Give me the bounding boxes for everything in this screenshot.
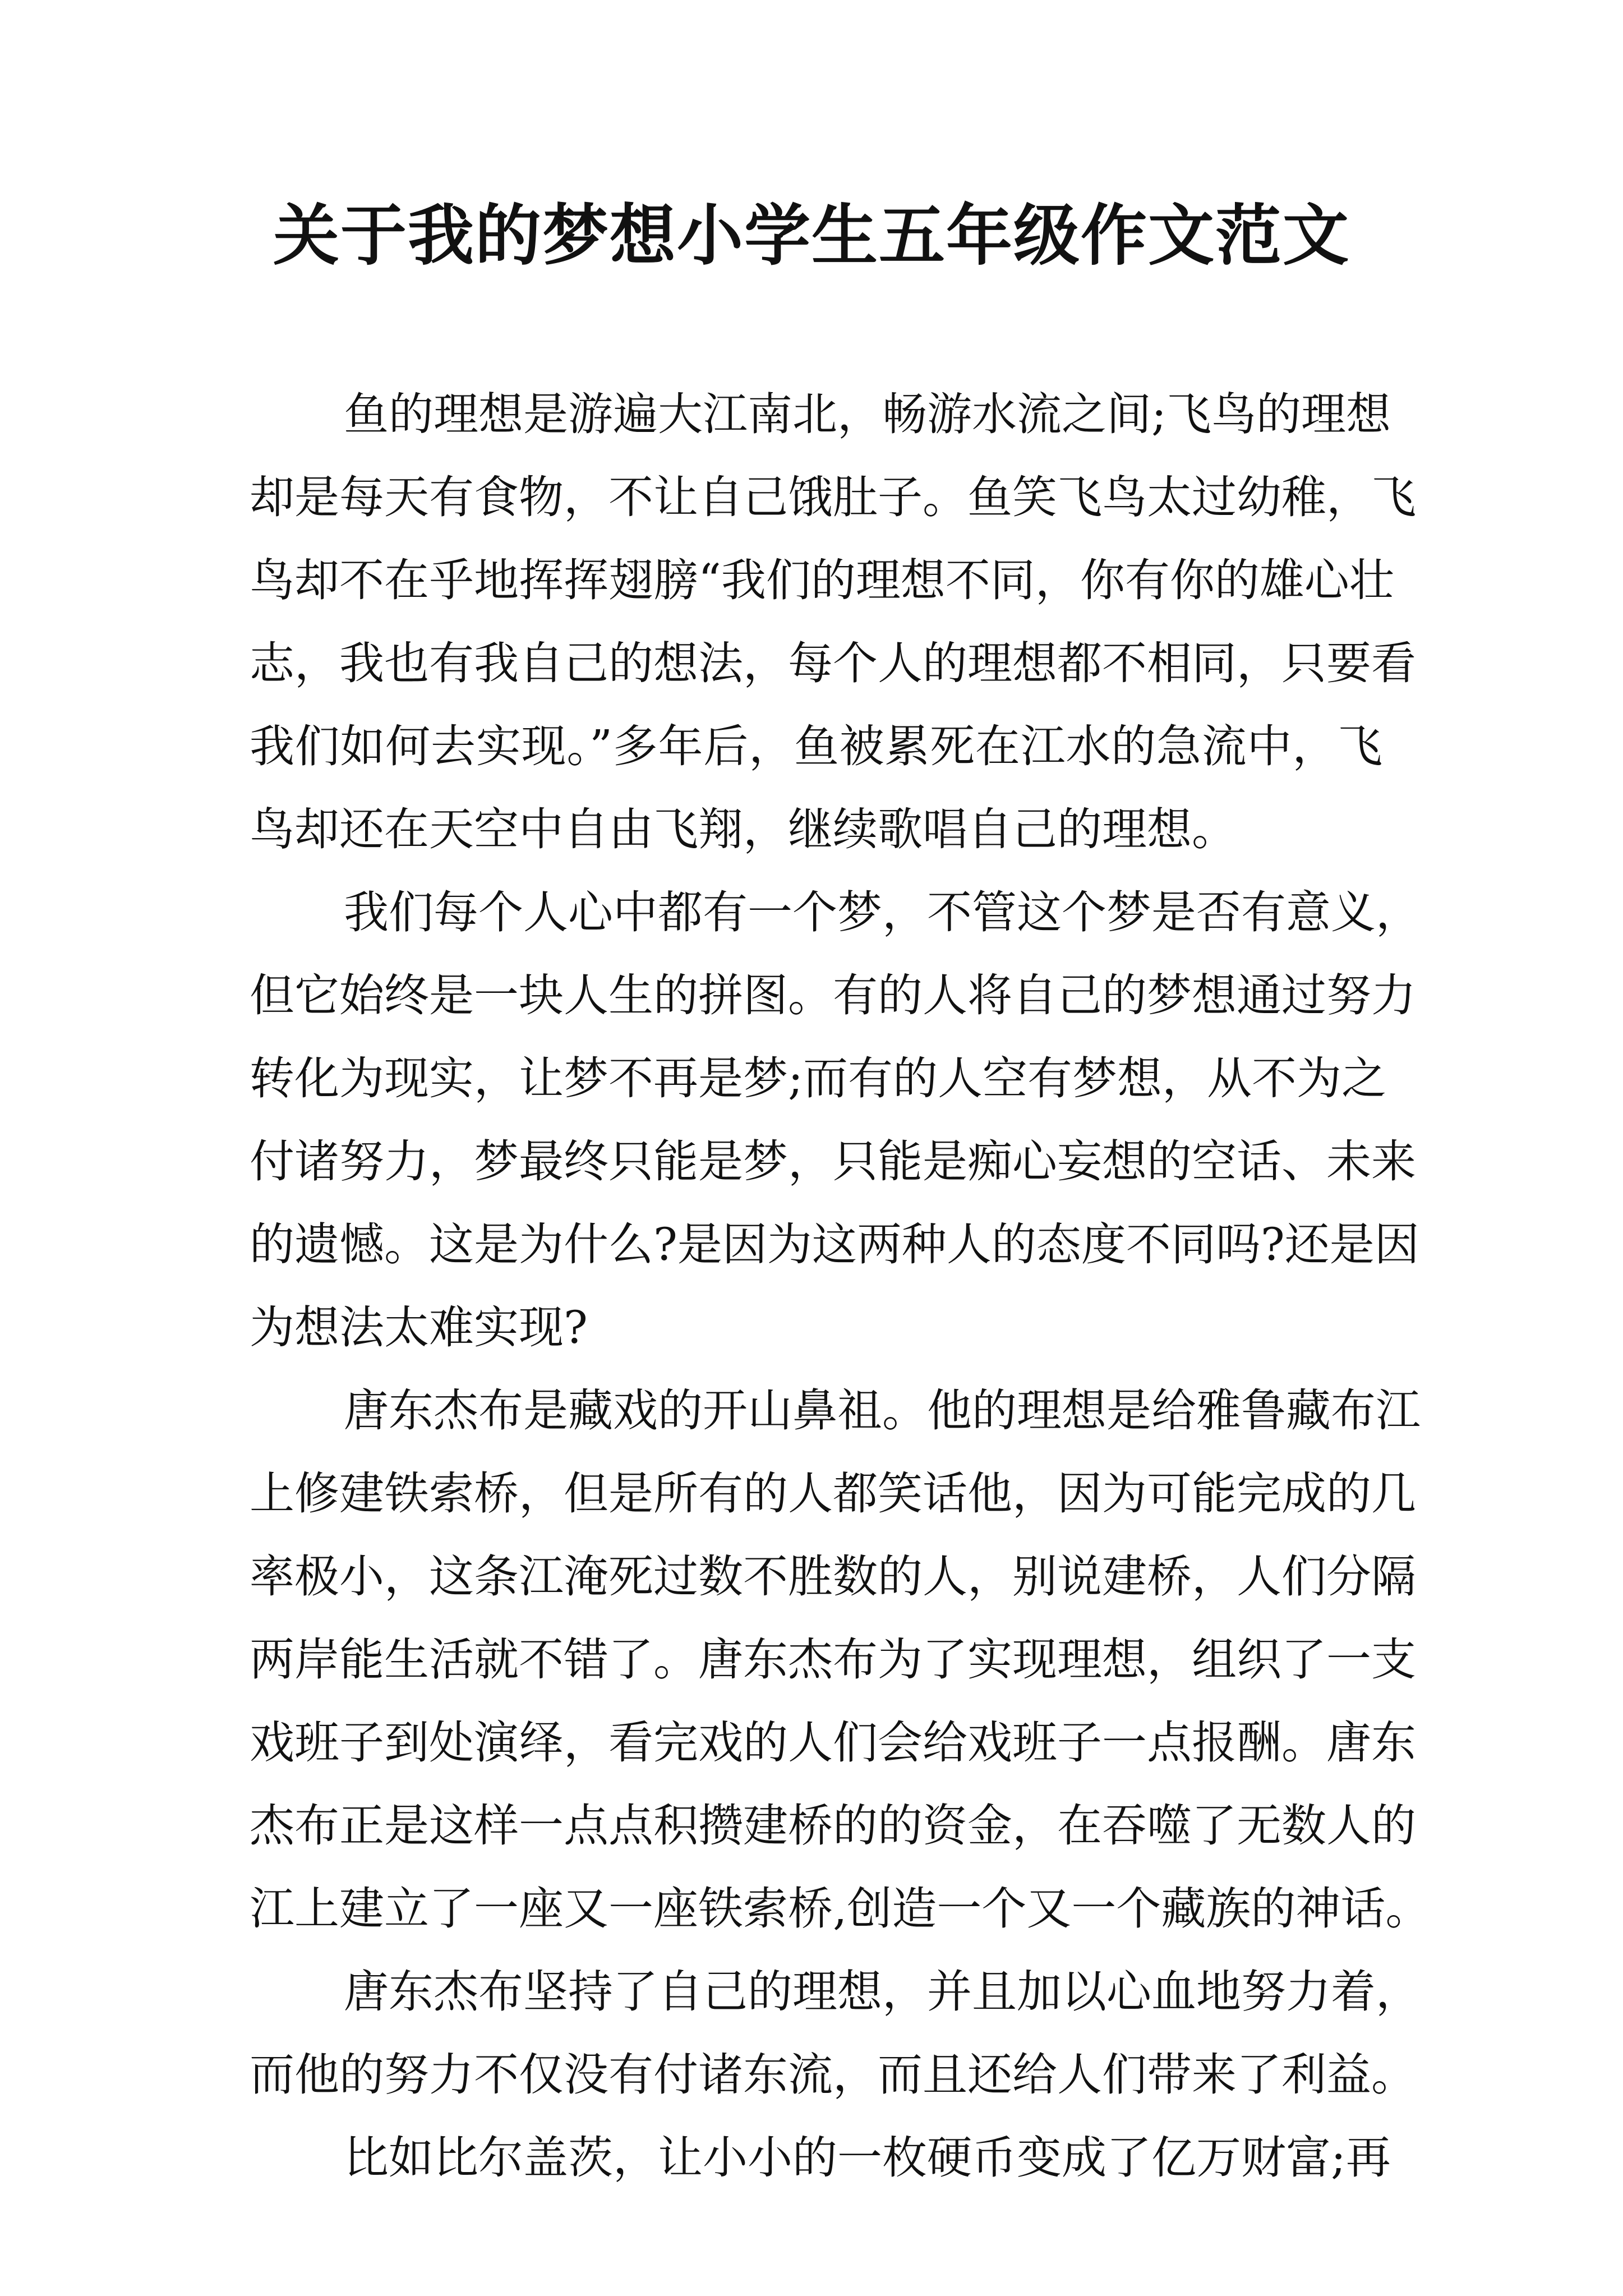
- paragraph-5-line-1: 比如比尔盖茨，让小小的一枚硬币变成了亿万财富;再: [344, 2132, 1391, 2184]
- document-body: [250, 373, 1431, 2200]
- paragraph-2-line-1: 我们每个人心中都有一个梦，不管这个梦是否有意义，: [344, 886, 1421, 938]
- paragraph-3-line-1: 唐东杰布是藏戏的开山鼻祖。他的理想是给雅鲁藏布江: [344, 1384, 1421, 1437]
- paragraph-1-line-1: 鱼的理想是游遍大江南北，畅游水流之间;飞鸟的理想: [344, 388, 1391, 440]
- paragraph-1-line-6: 鸟却还在天空中自由飞翔，继续歌唱自己的理想。: [250, 803, 1237, 855]
- document-title: 关于我的梦想小学生五年级作文范文: [273, 196, 1350, 274]
- paragraph-3-line-2: 上修建铁索桥，但是所有的人都笑话他，因为可能完成的几: [250, 1467, 1416, 1520]
- paragraph-3-line-3: 率极小，这条江淹死过数不胜数的人，别说建桥，人们分隔: [250, 1550, 1416, 1603]
- paragraph-2-line-5: 的遗憾。这是为什么?是因为这两种人的态度不同吗?还是因: [250, 1218, 1419, 1271]
- paragraph-2-line-4: 付诸努力，梦最终只能是梦，只能是痴心妄想的空话、未来: [250, 1135, 1416, 1188]
- paragraph-3-line-4: 两岸能生活就不错了。唐东杰布为了实现理想，组织了一支: [250, 1634, 1416, 1686]
- paragraph-1-line-5: 我们如何去实现。”多年后，鱼被累死在江水的急流中，飞: [250, 720, 1382, 772]
- paragraph-1-line-2: 却是每天有食物，不让自己饿肚子。鱼笑飞鸟太过幼稚，飞: [250, 471, 1416, 523]
- paragraph-4-line-2: 而他的努力不仅没有付诸东流，而且还给人们带来了利益。: [250, 2049, 1416, 2101]
- paragraph-1-line-3: 鸟却不在乎地挥挥翅膀“我们的理想不同，你有你的雄心壮: [250, 554, 1394, 606]
- paragraph-3-line-5: 戏班子到处演绎，看完戏的人们会给戏班子一点报酬。唐东: [250, 1717, 1416, 1769]
- paragraph-3-line-6: 杰布正是这样一点点积攒建桥的的资金，在吞噬了无数人的: [250, 1800, 1416, 1852]
- paragraph-4-line-1: 唐东杰布坚持了自己的理想，并且加以心血地努力着，: [344, 1966, 1421, 2018]
- paragraph-2-line-6: 为想法太难实现?: [250, 1301, 588, 1354]
- paragraph-3-line-7: 江上建立了一座又一座铁索桥,创造一个又一个藏族的神话。: [250, 1883, 1431, 1935]
- paragraph-2-line-2: 但它始终是一块人生的拼图。有的人将自己的梦想通过努力: [250, 969, 1416, 1022]
- paragraph-1-line-4: 志，我也有我自己的想法，每个人的理想都不相同，只要看: [250, 637, 1416, 689]
- paragraph-2-line-3: 转化为现实，让梦不再是梦;而有的人空有梦想，从不为之: [250, 1052, 1386, 1105]
